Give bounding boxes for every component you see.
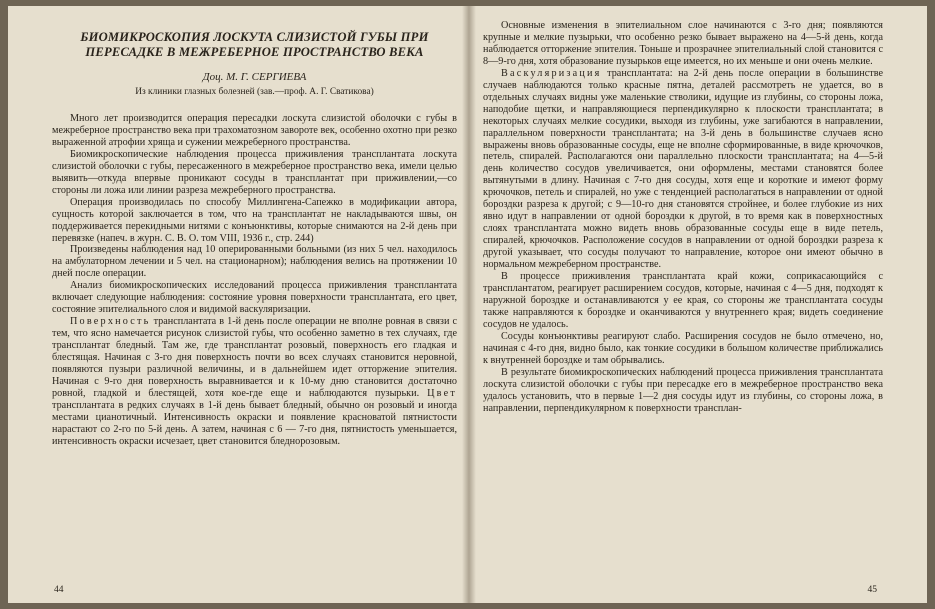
paragraph-conjunctiva: Сосуды конъюнктивы реагируют слабо. Расширения сосудов не было отмечено, но, начиная с 4-го дня, видно было, как тонкие сосудики в большом количестве приближались к внутренней бороздке и там обрывались. (483, 330, 883, 366)
surface-text: трансплантата в 1-й день после операции не вполне ровная в связи с тем, что ясно намечается рисунок слизистой губы, что особенно заметно в тех случаях, где трансплантат бледный. Там же, где трансплантат розовый, поверхность его гладкая и блестящая. Начиная с 3-го дня поверхность почти во всех случаях становится неровной, появляются пузыри различной величины, и в дальнейшем идет отторжение эпителия. Начиная с 9-го дня поверхность выравнивается и к 10-му дню становится достаточно ровной, гладкой и блестящей, хотя кое-где еще и наблюдаются пузырьки. (52, 316, 457, 399)
paragraph-intro: Много лет производится операция пересадки лоскута слизистой оболочки с губы в межреберное пространство века при трахоматозном завороте век, особенно охотно при резко выраженной атрофии хряща и сужении межреберного пространства. (52, 113, 457, 148)
paragraph-surface (52, 316, 457, 447)
article-title: БИОМИКРОСКОПИЯ ЛОСКУТА СЛИЗИСТОЙ ГУБЫ ПРИ ПЕРЕСАДКЕ В МЕЖРЕБЕРНОЕ ПРОСТРАНСТВО ВЕКА (80, 30, 429, 59)
paragraph-patients: Произведены наблюдения над 10 оперированными больными (из них 5 чел. находилось на амбулаторном лечении и 5 чел. на стационарном); наблюдения велись на протяжении 10 дней после операции. (52, 244, 457, 280)
paragraph-purpose: Биомикроскопические наблюдения процесса приживления трансплантата лоскута слизистой оболочки с губы, пересаженного в межреберное пространство века, имели целью выявить—откуда впервые проникают сосуды в трансплантат при приживлении,—со стороны ли ложа или линии разреза межреберного пространства. (52, 148, 457, 196)
page-number-right: 45 (867, 585, 877, 595)
color-text: трансплантата в редких случаях в 1-й день бывает бледный, обычно он розовый и иногда местами цианотичный. Интенсивность окраски и появление красноватой пятнистости нарастают со 2-го по 5-й день. А затем, начиная с 6 — 7-го дня, пятнистость уменьшается, интенсивность окраски исчезает, цвет становится бледнорозовым. (52, 399, 457, 447)
paragraph-epithelium: Основные изменения в эпителиальном слое начинаются с 3-го дня; появляются крупные и мелкие пузырьки, что особенно резко бывает выражено на 4—5-й день, когда наблюдается отторжение эпителия. Тоньше и прозрачнее эпителиальный слой становится с 8—9-го дня, хотя образование пузырьков еще имеется, но их меньше и они очень мелкие. (483, 20, 883, 67)
article-author: Доц. М. Г. СЕРГИЕВА (202, 71, 307, 83)
article-affiliation: Из клиники глазных болезней (зав.—проф. А. Г. Сватикова) (135, 87, 374, 97)
paragraph-skin-edge: В процессе приживления трансплантата край кожи, соприкасающийся с трансплантатом, реагирует расширением сосудов, которые, начиная с 4—5 дня, подходят к наружной бороздке и останавливаются у ее края, со стороны же трансплантата сосуды также направляются к бороздке и оканчиваются у внутреннего края; видеть соединение сосудов не удалось. (483, 271, 883, 330)
left-page (8, 6, 469, 603)
book-gutter (462, 6, 476, 603)
vascularization-text: трансплантата: на 2-й день после операции в большинстве случаев наблюдаются только красные пятна, деталей рассмотреть не удается, во в отдельных случаях видны уже маленькие стволики, идущие из глубины, со стороны ложа, наподобие щетки, и направляющиеся перпендикулярно к плоскости трансплантата; в некоторых случаях мелкие сосудики, выходя из глубины, уже загибаются в направлении, параллельном поверхности трансплантата; на 3-й день в большинстве случаев ясно выражены вновь образованные сосуды, еще не вполне сформированные, в виде крючочков, петель, спиралей. Располагаются они параллельно плоскости трансплантата; на 4—5-й день количество сосудов увеличивается, они оформлены, местами становятся более вытянутыми в длину. Начиная с 7-го дня сосуды, хотя еще и короткие и имеют форму крючочков, петель и спиралей, но уже с тенденцией располагаться в направлении от одной бороздки разреза к другой; с 9—10-го дня становятся стройнее, и более глубокие из них явно идут в направлении от одной бороздки к другой, в то время как в поверхностных слоях трансплантата можно видеть вновь образованные сосуды еще в виде петель, спиралей, крючочков. Расположение сосудов в направлении от одной бороздки разреза к другой указывает, что сосуды получают то направление, которое они имеют обычно в нормальном межреберном пространстве. (483, 67, 883, 271)
spaced-term-surface: Поверхность (70, 316, 151, 328)
right-page (469, 6, 927, 603)
page-number-left: 44 (54, 585, 64, 595)
spaced-term-color: Цвет (427, 387, 458, 399)
paragraph-results: В результате биомикроскопических наблюдений процесса приживления трансплантата лоскута слизистой оболочки с губы при пересадке его в межреберное пространство века удалось установить, что в первые 1—2 дня сосуды идут из глубины, со стороны ложа, в направлении, перпендикулярном к поверхности трансплан- (483, 366, 883, 414)
paragraph-analysis: Анализ биомикроскопических исследований процесса приживления трансплантата включает следующие наблюдения: состояние уровня поверхности трансплантата, его цвет, состояние эпителиального слоя и видимой васкуляризации. (52, 280, 457, 316)
paragraph-vascularization (483, 68, 883, 271)
paragraph-method: Операция производилась по способу Миллингена-Сапежко в модификации автора, сущность которой заключается в том, что на трансплантат не накладываются швы, он поддерживается перекидными нитями с конъюнктивы, которые снимаются на 2-й день при перевязке (напеч. в журн. С. В. О. том VIII, 1936 г., стр. 244) (52, 196, 457, 244)
spaced-term-vascularization: Васкуляризация (501, 67, 602, 79)
